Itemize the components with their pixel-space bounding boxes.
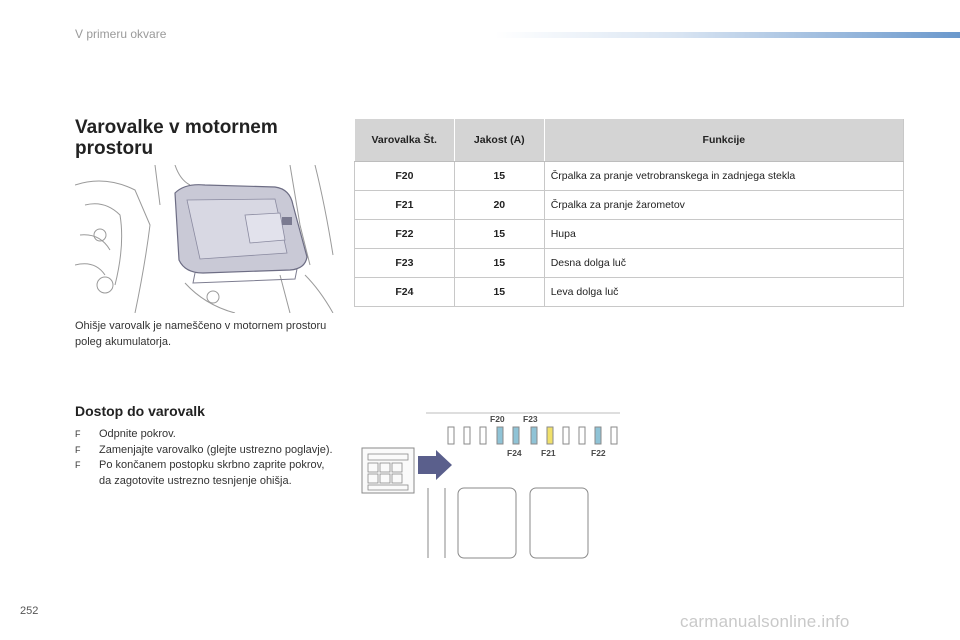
label-f20: F20 — [490, 414, 505, 424]
fuse-amperage: 15 — [454, 162, 544, 191]
bullet-icon: F — [75, 444, 81, 455]
fuse-f24 — [513, 427, 519, 444]
fuse-f21 — [547, 427, 553, 444]
section-title: Varovalke v motornem prostoru — [75, 117, 278, 159]
step-1: F Odpnite pokrov. — [75, 427, 335, 443]
label-f22: F22 — [591, 448, 606, 458]
page-number: 252 — [20, 605, 39, 617]
step-2: F Zamenjajte varovalko (glejte ustrezno poglavje). — [75, 443, 335, 459]
fuse-f20 — [497, 427, 503, 444]
bullet-icon: F — [75, 429, 81, 439]
label-f24: F24 — [507, 448, 522, 458]
header-title: V primeru okvare — [75, 27, 167, 41]
fuse-amperage: 15 — [454, 278, 544, 307]
fuse-number: F23 — [355, 249, 455, 278]
fuse-number: F21 — [355, 191, 455, 220]
header-fuse: Varovalka Št. — [355, 119, 455, 162]
fuse-box-location-text: Ohišje varovalk je nameščeno v motornem prostoru poleg akumulatorja. — [75, 320, 327, 348]
bullet-icon: F — [75, 460, 81, 470]
fuse-amperage: 20 — [454, 191, 544, 220]
access-steps — [75, 427, 335, 489]
fuse-function: Črpalka za pranje žarometov — [544, 191, 903, 220]
header-amperage: Jakost (A) — [454, 119, 544, 162]
fuse-amperage: 15 — [454, 220, 544, 249]
fuse-function: Črpalka za pranje vetrobranskega in zadnjega stekla — [544, 162, 903, 191]
label-f21: F21 — [541, 448, 556, 458]
header-bar — [495, 32, 960, 38]
fuse-table — [354, 119, 904, 307]
fuse-amperage: 15 — [454, 249, 544, 278]
fuse-function: Hupa — [544, 220, 903, 249]
fuse-number: F20 — [355, 162, 455, 191]
fuse-box-diagram — [360, 410, 625, 560]
header-function: Funkcije — [544, 119, 903, 162]
table-row — [355, 162, 904, 191]
access-title: Dostop do varovalk — [75, 403, 205, 419]
engine-fuse-box-photo — [75, 165, 335, 313]
fuse-number: F24 — [355, 278, 455, 307]
table-row — [355, 191, 904, 220]
table-row — [355, 278, 904, 307]
table-row — [355, 220, 904, 249]
table-row — [355, 249, 904, 278]
fuse-function: Desna dolga luč — [544, 249, 903, 278]
fuse-f22 — [595, 427, 601, 444]
watermark: carmanualsonline.info — [680, 612, 850, 631]
label-f23: F23 — [523, 414, 538, 424]
fuse-function: Leva dolga luč — [544, 278, 903, 307]
step-3: F Po končanem postopku skrbno zaprite pokrov, da zagotovite ustrezno tesnjenje ohišja. — [75, 459, 325, 487]
fuse-f23 — [531, 427, 537, 444]
fuse-number: F22 — [355, 220, 455, 249]
